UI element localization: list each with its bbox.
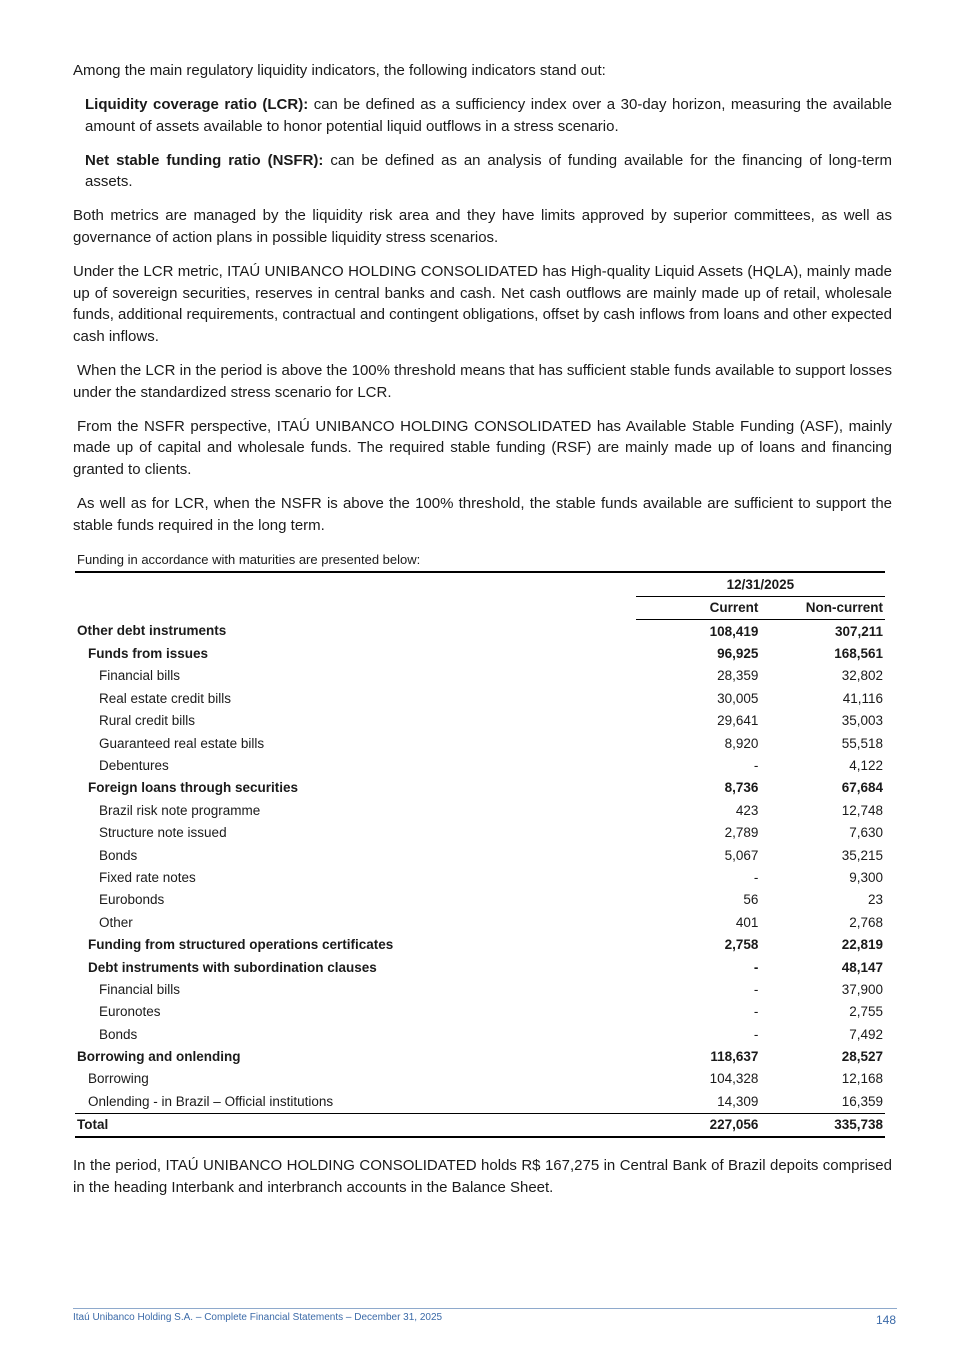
total-current: 227,056	[636, 1113, 761, 1137]
row-current-value: -	[753, 959, 759, 975]
row-noncurrent-value: 37,900	[841, 981, 883, 997]
row-noncurrent-value: 28,527	[841, 1049, 883, 1065]
row-label: Debt instruments with subordination clauses	[88, 959, 377, 975]
nsfr-threshold-paragraph: As well as for LCR, when the NSFR is above the 100% threshold, the stable funds available are sufficient to support the stable funds required in the long term.	[73, 495, 892, 534]
table-total-row	[75, 1113, 885, 1137]
noncurrent-column-header: Non-current	[760, 596, 885, 619]
row-current-value: 96,925	[717, 646, 759, 662]
row-current-value: 2,789	[724, 825, 759, 841]
row-current-value: 30,005	[717, 690, 759, 706]
row-current-value: 29,641	[717, 713, 759, 729]
row-noncurrent-value: 307,211	[834, 623, 883, 639]
row-current-value: 104,328	[709, 1071, 759, 1087]
row-current-value: -	[753, 869, 759, 885]
row-label: Funding from structured operations certificates	[88, 937, 394, 953]
table-row	[75, 665, 885, 687]
table-row	[75, 732, 885, 754]
table-row	[75, 956, 885, 978]
row-current-value: -	[753, 981, 759, 997]
table-row	[75, 687, 885, 709]
row-label: Funds from issues	[88, 646, 209, 662]
lcr-threshold-paragraph: When the LCR in the period is above the 100% threshold means that has sufficient stable funds available to support losses under the standardized stress scenario for LCR.	[73, 362, 892, 401]
row-noncurrent-value: 35,215	[841, 847, 883, 863]
document-body	[73, 60, 892, 1211]
table-row	[75, 978, 885, 1000]
row-current-value: 2,758	[724, 937, 759, 953]
row-current-value: 5,067	[724, 847, 759, 863]
row-label: Euronotes	[99, 1004, 161, 1020]
table-caption: Funding in accordance with maturities are presented below:	[77, 552, 421, 568]
row-label: Foreign loans through securities	[88, 780, 299, 796]
row-current-value: -	[753, 1026, 759, 1042]
row-current-value: 28,359	[717, 668, 759, 684]
row-label: Brazil risk note programme	[99, 802, 261, 818]
row-label: Borrowing and onlending	[77, 1049, 241, 1065]
row-noncurrent-value: 67,684	[841, 780, 883, 796]
intro-paragraph: Among the main regulatory liquidity indicators, the following indicators stand out:	[73, 62, 606, 79]
footer-divider	[73, 1308, 897, 1309]
row-current-value: 8,920	[724, 735, 759, 751]
table-row	[75, 911, 885, 933]
total-noncurrent: 335,738	[760, 1113, 885, 1137]
table-row	[75, 710, 885, 732]
table-row	[75, 1045, 885, 1067]
row-label: Structure note issued	[99, 825, 227, 841]
row-label: Other	[99, 914, 133, 930]
table-row	[75, 821, 885, 843]
row-label: Borrowing	[88, 1071, 149, 1087]
row-label: Financial bills	[99, 981, 181, 997]
total-label: Total	[75, 1113, 636, 1137]
row-current-value: 56	[743, 892, 759, 908]
table-row	[75, 619, 885, 642]
current-column-header: Current	[636, 596, 761, 619]
row-current-value: 108,419	[709, 623, 759, 639]
lcr-metric-paragraph: Under the LCR metric, ITAÚ UNIBANCO HOLDING CONSOLIDATED has High-quality Liquid Assets (HQLA), mainly made up of sovereign securities, reserves in central banks and cash. Net cash outflows are mainly made up of retail, wholesale funds, additional requirements, contractual and contingent obligations, offset by cash inflows from loans and other expected cash inflows.	[73, 263, 892, 345]
row-noncurrent-value: 55,518	[841, 735, 883, 751]
row-label: Debentures	[99, 758, 169, 773]
table-row	[75, 1068, 885, 1090]
table-row	[75, 889, 885, 911]
lcr-term: Liquidity coverage ratio (LCR):	[85, 96, 309, 114]
row-noncurrent-value: 4,122	[849, 758, 883, 773]
row-noncurrent-value: 32,802	[841, 668, 883, 684]
row-noncurrent-value: 35,003	[841, 713, 883, 729]
row-label: Financial bills	[99, 668, 181, 684]
row-current-value: 423	[735, 802, 759, 818]
row-noncurrent-value: 12,168	[841, 1071, 883, 1087]
row-noncurrent-value: 7,492	[849, 1026, 883, 1042]
row-noncurrent-value: 22,819	[841, 937, 883, 953]
table-row	[75, 754, 885, 776]
table-row	[75, 1090, 885, 1113]
table-row	[75, 933, 885, 955]
row-current-value: -	[753, 1004, 759, 1020]
row-current-value: 118,637	[710, 1049, 759, 1065]
row-noncurrent-value: 23	[867, 892, 883, 908]
row-noncurrent-value: 41,116	[842, 690, 883, 706]
lcr-text: can be defined as a sufficiency index over a 30-day horizon, measuring the available amount of assets available to honor potential liquid outflows in a stress scenario.	[85, 96, 892, 135]
row-current-value: 8,736	[724, 780, 759, 796]
row-label: Real estate credit bills	[99, 690, 232, 706]
table-row	[75, 799, 885, 821]
row-noncurrent-value: 7,630	[849, 825, 883, 841]
central-bank-deposits-paragraph: In the period, ITAÚ UNIBANCO HOLDING CONSOLIDATED holds R$ 167,275 in Central Bank of Brazil depoits comprised in the heading Interbank and interbranch accounts in the Balance Sheet.	[73, 1156, 892, 1196]
row-label: Eurobonds	[99, 892, 165, 908]
row-noncurrent-value: 48,147	[841, 959, 883, 975]
page-number: 148	[875, 1313, 896, 1327]
nsfr-perspective-paragraph: From the NSFR perspective, ITAÚ UNIBANCO HOLDING CONSOLIDATED has Available Stable Funding (ASF), mainly made up of capital and wholesale funds. The required stable funding (RSF) are mainly made up of loans and financing granted to clients.	[73, 417, 892, 478]
row-noncurrent-value: 168,561	[834, 646, 883, 662]
row-noncurrent-value: 2,768	[849, 914, 883, 930]
row-noncurrent-value: 16,359	[841, 1093, 883, 1109]
row-label: Other debt instruments	[77, 623, 227, 639]
row-label: Onlending - in Brazil – Official institutions	[88, 1093, 334, 1109]
row-current-value: -	[753, 758, 759, 773]
table-row	[75, 866, 885, 888]
table-row	[75, 1001, 885, 1023]
row-label: Rural credit bills	[99, 713, 196, 729]
row-label: Fixed rate notes	[99, 869, 196, 885]
footer-text: Itaú Unibanco Holding S.A. – Complete Financial Statements – December 31, 2025	[73, 1312, 443, 1323]
table-header-row-columns	[75, 596, 885, 619]
row-label: Bonds	[99, 1026, 138, 1042]
table-row	[75, 642, 885, 664]
funding-maturities-table	[75, 571, 885, 1138]
nsfr-term: Net stable funding ratio (NSFR):	[85, 151, 324, 169]
nsfr-text: can be defined as an analysis of funding available for the financing of long-term assets.	[85, 151, 892, 191]
table-row	[75, 844, 885, 866]
table-row	[75, 777, 885, 799]
nsfr-definition	[73, 150, 892, 193]
metrics-governance-paragraph: Both metrics are managed by the liquidity risk area and they have limits approved by superior committees, as well as governance of action plans in possible liquidity stress scenarios.	[73, 207, 892, 247]
row-label: Guaranteed real estate bills	[99, 735, 265, 751]
row-label: Bonds	[99, 847, 138, 863]
row-noncurrent-value: 9,300	[849, 869, 883, 885]
lcr-definition	[73, 94, 892, 137]
row-current-value: 401	[735, 914, 759, 930]
row-noncurrent-value: 12,748	[841, 802, 883, 818]
table-header-row-date	[75, 572, 885, 596]
row-current-value: 14,309	[717, 1093, 759, 1109]
table-row	[75, 1023, 885, 1045]
row-noncurrent-value: 2,755	[849, 1004, 883, 1020]
period-date-header: 12/31/2025	[636, 572, 885, 596]
